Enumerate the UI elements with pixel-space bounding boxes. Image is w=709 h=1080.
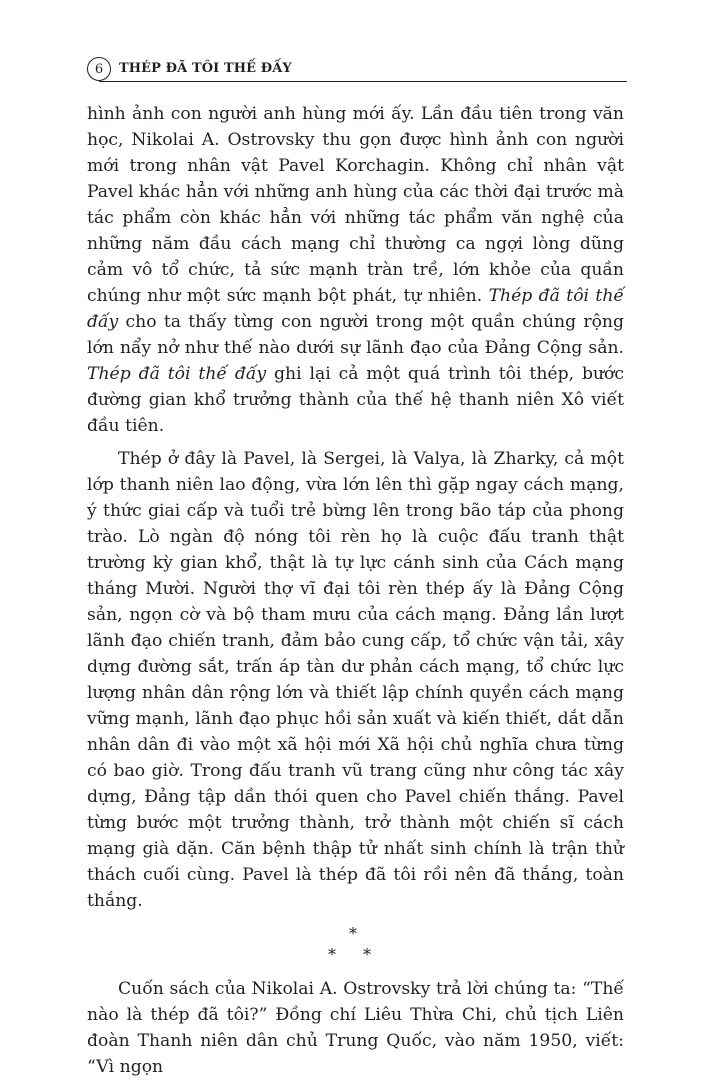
section-separator bbox=[87, 914, 624, 976]
header-rule bbox=[99, 81, 627, 82]
page-header bbox=[87, 57, 627, 85]
page-number-badge: 6 bbox=[87, 57, 111, 81]
asterisk: * bbox=[363, 945, 371, 964]
paragraph-text: ghi lại cả một quá trình tôi thép, bước đường gian khổ trưởng thành của thế hệ thanh niên Xô viết đầu tiên. bbox=[87, 364, 624, 436]
paragraph-continuation bbox=[87, 101, 624, 439]
paragraph: Thép ở đây là Pavel, là Sergei, là Valya, là Zharky, cả một lớp thanh niên lao động, vừa lớn lên thì gặp ngay cách mạng, ý thức giai cấp và tuổi trẻ bừng lên trong bão táp của phong trào. Lò ngàn độ nóng tôi rèn họ là cuộc đấu tranh thật trường kỳ gian khổ, thật là tự lực cánh sinh của Cách mạng tháng Mười. Người thợ vĩ đại tôi rèn thép ấy là Đảng Cộng sản, ngọn cờ và bộ tham mưu của cách mạng. Đảng lần lượt lãnh đạo chiến tranh, đảm bảo cung cấp, tổ chức vận tải, xây dựng đường sắt, trấn áp tàn dư phản cách mạng, tổ chức lực lượng nhân dân rộng lớn và thiết lập chính quyền cách mạng vững mạnh, lãnh đạo phục hồi sản xuất và kiến thiết, dắt dẫn nhân dân đi vào một xã hội mới Xã hội chủ nghĩa chưa từng có bao giờ. Trong đấu tranh vũ trang cũng như công tác xây dựng, Đảng tập dần thói quen cho Pavel chiến thắng. Pavel từng bước một trưởng thành, trở thành một chiến sĩ cách mạng già dặn. Căn bệnh thập tử nhất sinh chính là trận thử thách cuối cùng. Pavel là thép đã tôi rồi nên đã thắng, toàn thắng. bbox=[87, 449, 624, 911]
asterisk: * bbox=[349, 924, 357, 943]
book-title-italic: Thép đã tôi thế đấy bbox=[87, 286, 624, 332]
paragraph: Cuốn sách của Nikolai A. Ostrovsky trả lời chúng ta: “Thế nào là thép đã tôi?” Đồng chí Liêu Thừa Chi, chủ tịch Liên đoàn Thanh niên dân chủ Trung Quốc, vào năm 1950, viết: “Vì ngọn bbox=[87, 979, 624, 1077]
paragraph-text: hình ảnh con người anh hùng mới ấy. Lần đầu tiên trong văn học, Nikolai A. Ostrovsky thu gọn được hình ảnh con người mới trong nhân vật Pavel Korchagin. Không chỉ nhân vật Pavel khác hẳn với những anh hùng của các thời đại trước mà tác phẩm còn khác hẳn với những tác phẩm văn nghệ của những năm đầu cách mạng chỉ thường ca ngợi lòng dũng cảm vô tổ chức, tả sức mạnh tràn trề, lớn khỏe của quần chúng như một sức mạnh bột phát, tự nhiên. bbox=[87, 104, 624, 306]
asterisk: * bbox=[328, 945, 336, 964]
paragraph-text: cho ta thấy từng con người trong một quần chúng rộng lớn nẩy nở như thế nào dưới sự lãnh đạo của Đảng Cộng sản. bbox=[87, 312, 624, 358]
running-title: THÉP ĐÃ TÔI THẾ ĐẤY bbox=[119, 61, 292, 76]
body-text bbox=[87, 101, 624, 1080]
book-title-italic: Thép đã tôi thế đấy bbox=[87, 364, 267, 384]
